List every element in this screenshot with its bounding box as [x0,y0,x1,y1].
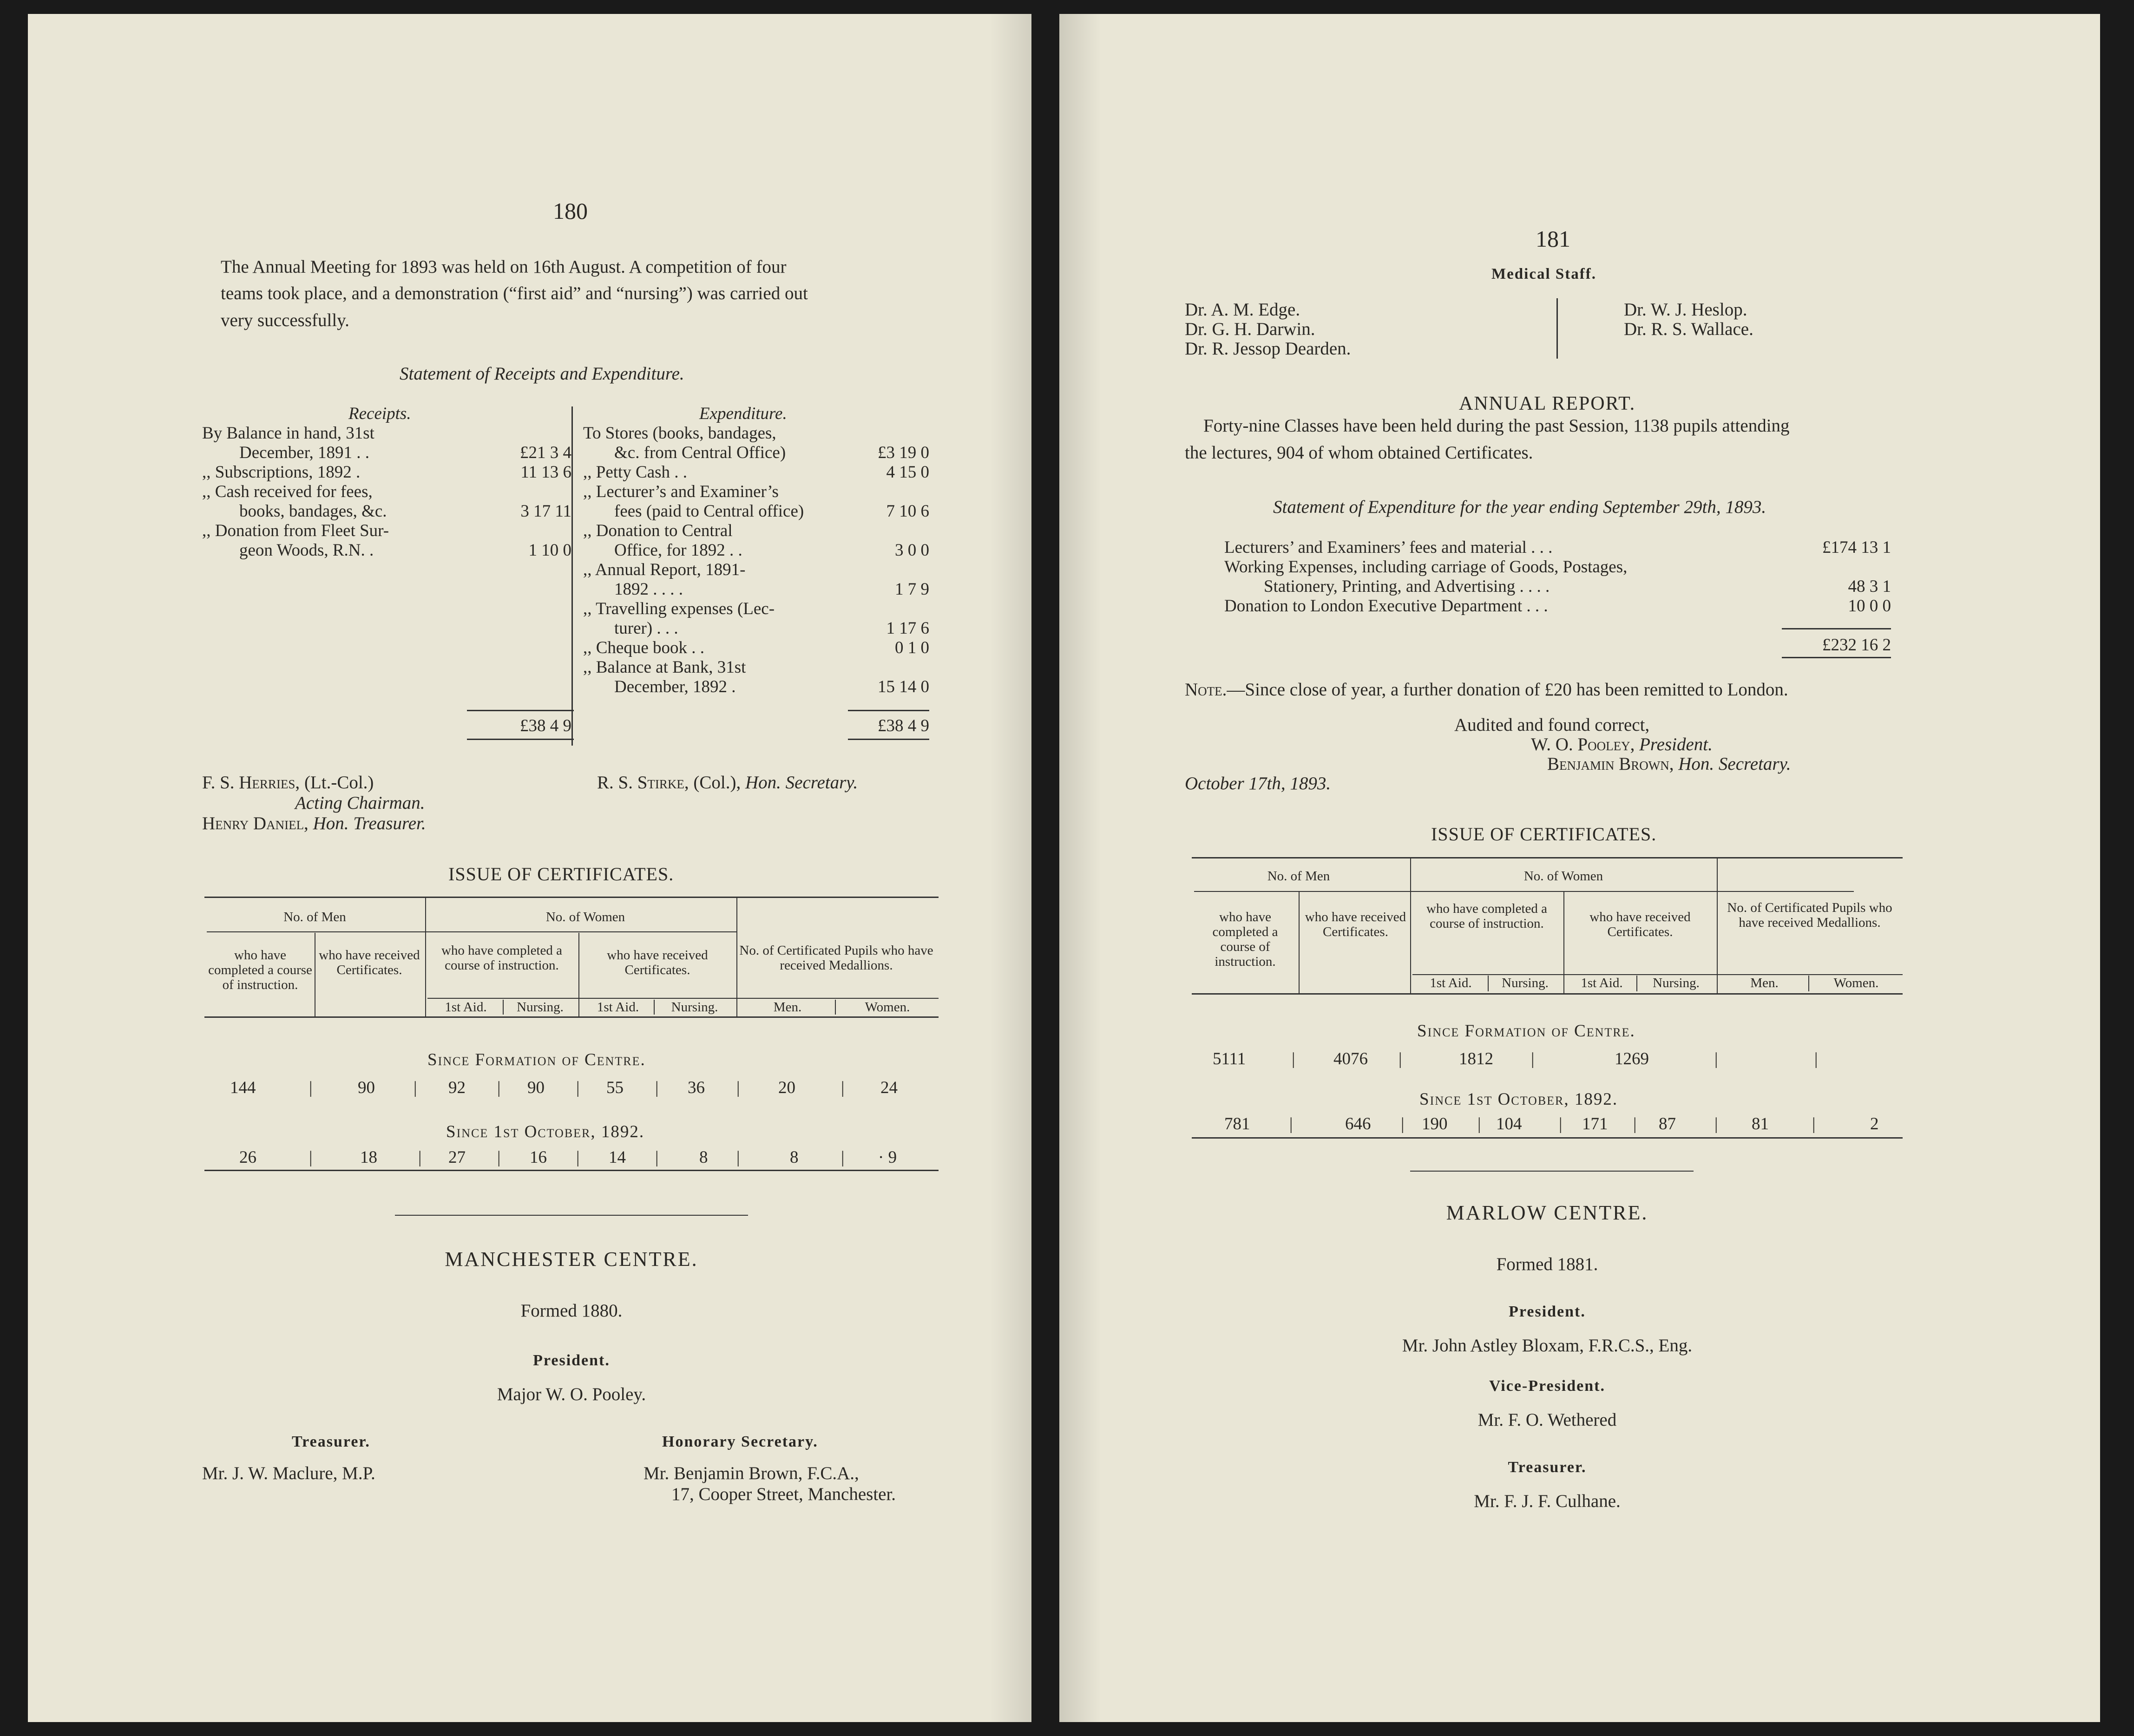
women-header: No. of Women [1523,869,1603,884]
table-bottom-rule [1192,1137,1903,1139]
intro-line: The Annual Meeting for 1893 was held on 16th August. A competition of four [221,257,787,277]
total-rule [848,739,929,740]
expenditure-amount: £174 13 1 [1822,538,1891,557]
expenditure-line: 1892 . . . . [614,580,683,599]
formed-date: Formed 1881. [1496,1254,1598,1274]
table-cell: 81 [1752,1114,1769,1133]
table-divider [736,898,737,1016]
staff-member: Dr. R. S. Wallace. [1624,319,1753,339]
table-divider [503,1000,504,1015]
cell-separator: | [309,1078,313,1097]
table-divider [1717,858,1718,993]
annual-report-line: the lectures, 904 of whom obtained Certificates. [1185,443,1533,463]
expenditure-line: &c. from Central Office) [614,443,786,462]
table-title: ISSUE OF CERTIFICATES. [448,864,674,884]
treasurer-label: Treasurer. [292,1433,370,1450]
cell-separator: | [576,1148,580,1167]
signatory-role: Hon. Secretary. [745,773,858,793]
total-rule [467,739,574,740]
women-completed-header: who have completed a course of instruction. [441,943,563,973]
receipt-amount: 3 17 11 [520,502,571,521]
cell-separator: | [1559,1114,1563,1133]
table-cell: 171 [1582,1114,1608,1133]
expenditure-amount: 3 0 0 [895,541,929,560]
receipt-amount: 11 13 6 [520,463,571,482]
table-divider [1563,892,1564,993]
vice-president-name: Mr. F. O. Wethered [1477,1410,1617,1430]
table-divider [654,1000,655,1015]
expenditure-line: turer) . . . [614,619,678,638]
cell-separator: | [1399,1049,1402,1068]
cell-separator: | [414,1078,417,1097]
women-received-header: who have received Certificates. [607,948,708,977]
table-rule [1192,993,1903,995]
since-october-label: Since 1st October, 1892. [1419,1090,1618,1109]
expenditure-line: fees (paid to Central office) [614,502,804,521]
table-divider [1488,976,1489,991]
expenditure-amount: 1 17 6 [886,619,929,638]
table-top-rule [204,897,939,898]
table-cell: 104 [1496,1114,1522,1133]
signatory-rank: (Col.), [693,773,741,793]
table-divider [1808,976,1809,991]
table-cell: 144 [230,1078,256,1097]
sub-men: Men. [773,1000,802,1015]
table-cell: 1812 [1459,1049,1493,1068]
receipts-heading: Receipts. [348,404,411,423]
intro-line: teams took place, and a demonstration (“first aid” and “nursing”) was carried out [221,283,808,303]
receipt-line: books, bandages, &c. [239,502,387,521]
staff-member: Dr. A. M. Edge. [1185,300,1300,320]
secretary-name: Mr. Benjamin Brown, F.C.A., [643,1463,859,1483]
page-number: 180 [553,198,588,224]
table-cell: 90 [527,1078,545,1097]
treasurer-name: Mr. F. J. F. Culhane. [1474,1491,1621,1511]
cell-separator: | [736,1078,740,1097]
expenditure-line: ,, Petty Cash . . [583,463,688,482]
expenditure-title: Statement of Expenditure for the year ending September 29th, 1893. [1273,497,1766,517]
note-text: —Since close of year, a further donation of £20 has been remitted to London. [1227,680,1788,700]
table-rule [1194,891,1854,892]
audited-line: Audited and found correct, [1454,715,1650,735]
table-cell: · 9 [878,1148,897,1167]
signatory-role: Acting Chairman. [295,793,425,813]
annual-report-title: ANNUAL REPORT. [1459,393,1636,414]
table-cell: 14 [609,1148,626,1167]
president-label: President. [533,1352,610,1369]
expenditure-line: ,, Lecturer’s and Examiner’s [583,482,779,501]
cell-separator: | [736,1148,740,1167]
table-cell: 646 [1345,1114,1371,1133]
table-cell: 20 [778,1078,795,1097]
centre-title: MARLOW CENTRE. [1446,1201,1648,1224]
expenditure-line: ,, Cheque book . . [583,638,705,657]
page-gutter-shadow [1059,14,1101,1722]
cell-separator: | [497,1078,501,1097]
sub-women: Women. [1833,976,1879,990]
signatory [1547,752,1791,776]
expenditure-line: ,, Annual Report, 1891- [583,560,746,579]
expenditure-line: Stationery, Printing, and Advertising . . . . [1264,577,1550,596]
total-rule [848,710,929,711]
table-cell: 92 [448,1078,466,1097]
table-cell: 4076 [1333,1049,1368,1068]
section-divider [395,1215,748,1216]
since-october-label: Since 1st October, 1892. [446,1122,645,1141]
since-formation-label: Since Formation of Centre. [427,1050,646,1069]
table-cell: 781 [1224,1114,1250,1133]
table-bottom-rule [204,1170,939,1171]
signatory-name: F. S. Herries, [202,773,300,793]
receipt-line: geon Woods, R.N. . [239,541,374,560]
cell-separator: | [841,1078,845,1097]
expenditure-line: December, 1892 . [614,677,736,696]
table-divider [1636,976,1637,991]
secretary-label: Honorary Secretary. [662,1433,818,1450]
cell-separator: | [1531,1049,1535,1068]
expenditure-line: Donation to London Executive Department . . . [1224,596,1548,616]
table-cell: 1269 [1615,1049,1649,1068]
president-name: Major W. O. Pooley. [497,1384,646,1404]
secretary-address: 17, Cooper Street, Manchester. [671,1484,896,1504]
receipts-total: £38 4 9 [520,716,571,735]
expenditure-amount: 10 0 0 [1848,596,1891,616]
table-cell: 36 [688,1078,705,1097]
men-received-header: who have received Certificates. [1305,910,1406,939]
signatory [202,811,426,836]
expenditure-line: To Stores (books, bandages, [583,424,776,443]
cell-separator: | [1714,1049,1718,1068]
signatory-rank: (Lt.-Col.) [304,773,374,793]
expenditure-amount: £3 19 0 [878,443,929,462]
receipt-line: By Balance in hand, 31st [202,424,374,443]
table-divider [578,933,579,1016]
women-received-header: who have received Certificates. [1589,910,1691,939]
total-rule [467,710,574,711]
receipt-line: ,, Cash received for fees, [202,482,373,501]
men-completed-header: who have completed a course of instruction. [1212,910,1278,969]
signatory-name: Benjamin Brown, [1547,754,1674,774]
table-title: ISSUE OF CERTIFICATES. [1431,824,1657,845]
table-cell: 8 [699,1148,708,1167]
sub-nursing: Nursing. [1653,976,1700,990]
cell-separator: | [1289,1114,1293,1133]
table-cell: 18 [360,1148,377,1167]
since-formation-label: Since Formation of Centre. [1417,1022,1635,1041]
table-cell: 90 [358,1078,375,1097]
expenditure-amount: 1 7 9 [895,580,929,599]
expenditure-line: Working Expenses, including carriage of Goods, Postages, [1224,557,1628,576]
signatory-role: Hon. Secretary. [1678,754,1791,774]
vice-president-label: Vice-President. [1489,1377,1605,1395]
sub-first-aid: 1st Aid. [1430,976,1472,990]
expenditure-line: ,, Donation to Central [583,521,733,540]
signatory-name: W. O. Pooley, [1531,734,1635,754]
table-cell: 190 [1422,1114,1448,1133]
expenditure-amount: 0 1 0 [895,638,929,657]
cell-separator: | [655,1148,659,1167]
receipt-amount: £21 3 4 [520,443,571,462]
receipt-amount: 1 10 0 [528,541,571,560]
cell-separator: | [1812,1114,1816,1133]
staff-divider [1556,298,1558,359]
medallions-header: No. of Certificated Pupils who have received Medallions. [1727,900,1892,930]
right-page [1059,14,2100,1722]
president-name: Mr. John Astley Bloxam, F.R.C.S., Eng. [1402,1336,1693,1356]
sub-nursing: Nursing. [517,1000,564,1015]
table-cell: 55 [606,1078,624,1097]
column-divider [571,406,573,746]
men-received-header: who have received Certificates. [319,948,420,977]
cell-separator: | [1401,1114,1405,1133]
expenditure-amount: 48 3 1 [1848,577,1891,596]
staff-member: Dr. R. Jessop Dearden. [1185,339,1351,359]
cell-separator: | [418,1148,422,1167]
expenditure-amount: 15 14 0 [878,677,929,696]
men-header: No. of Men [1267,869,1330,884]
intro-line: very successfully. [221,310,349,330]
table-cell: 24 [880,1078,898,1097]
sub-women: Women. [865,1000,910,1015]
table-cell: 2 [1870,1114,1879,1133]
expenditure-line: ,, Balance at Bank, 31st [583,658,746,677]
expenditure-line: ,, Travelling expenses (Lec- [583,599,775,618]
expenditure-amount: 7 10 6 [886,502,929,521]
table-divider [1410,858,1411,993]
date-line: October 17th, 1893. [1185,773,1331,793]
staff-member: Dr. W. J. Heslop. [1624,300,1747,320]
expenditure-line: Lecturers’ and Examiners’ fees and material . . . [1224,538,1553,557]
note [1185,677,1788,702]
cell-separator: | [1633,1114,1637,1133]
expenditure-heading: Expenditure. [699,404,787,423]
note-label: Note. [1185,680,1227,700]
staff-member: Dr. G. H. Darwin. [1185,319,1315,339]
annual-report-line: Forty-nine Classes have been held during the past Session, 1138 pupils attending [1203,416,1790,436]
table-rule [207,931,736,932]
expenditure-total: £38 4 9 [878,716,929,735]
receipt-line: ,, Subscriptions, 1892 . [202,463,361,482]
cell-separator: | [1814,1049,1818,1068]
table-rule [427,998,939,999]
table-cell: 5111 [1213,1049,1246,1068]
left-page [28,14,1031,1722]
table-cell: 87 [1659,1114,1676,1133]
total-rule [1782,628,1891,629]
sub-men: Men. [1750,976,1779,990]
sub-nursing: Nursing. [1502,976,1549,990]
table-divider [425,898,426,1016]
centre-title: MANCHESTER CENTRE. [445,1248,698,1271]
section-divider [1410,1171,1694,1172]
cell-separator: | [1714,1114,1718,1133]
table-divider [835,1000,836,1015]
signatory-name: R. S. Stirke, [597,773,689,793]
women-header: No. of Women [545,910,625,924]
formed-date: Formed 1880. [520,1301,623,1321]
receipt-line: ,, Donation from Fleet Sur- [202,521,389,540]
men-header: No. of Men [283,910,346,924]
total-rule [1782,657,1891,658]
table-divider [1299,892,1300,993]
table-cell: 16 [530,1148,547,1167]
table-cell: 8 [790,1148,799,1167]
receipt-line: December, 1891 . . [239,443,370,462]
signatory-name: Henry Daniel, [202,813,309,833]
page-gutter-shadow [990,14,1031,1722]
cell-separator: | [576,1078,580,1097]
cell-separator: | [1477,1114,1481,1133]
cell-separator: | [309,1148,313,1167]
expenditure-total: £232 16 2 [1822,635,1891,655]
sub-first-aid: 1st Aid. [1581,976,1623,990]
women-completed-header: who have completed a course of instruction. [1426,901,1548,931]
signatory-role: Hon. Treasurer. [313,813,426,833]
table-rule [204,1016,939,1018]
sub-first-aid: 1st Aid. [445,1000,487,1015]
expenditure-line: Office, for 1892 . . [614,541,742,560]
expenditure-amount: 4 15 0 [886,463,929,482]
page-number: 181 [1536,226,1570,252]
sub-nursing: Nursing. [671,1000,718,1015]
table-cell: 27 [448,1148,466,1167]
medical-staff-label: Medical Staff. [1491,266,1596,282]
cell-separator: | [1292,1049,1295,1068]
president-label: President. [1509,1303,1586,1320]
medallions-header: No. of Certificated Pupils who have received Medallions. [739,943,933,973]
cell-separator: | [497,1148,501,1167]
statement-title: Statement of Receipts and Expenditure. [400,364,684,384]
cell-separator: | [655,1078,659,1097]
signatory-role: President. [1639,734,1713,754]
table-cell: 26 [239,1148,256,1167]
sub-first-aid: 1st Aid. [597,1000,639,1015]
men-completed-header: who have completed a course of instruction. [208,948,312,992]
table-top-rule [1192,857,1903,858]
cell-separator: | [841,1148,845,1167]
table-rule [1412,974,1903,975]
signatory [597,770,858,795]
treasurer-name: Mr. J. W. Maclure, M.P. [202,1463,375,1483]
treasurer-label: Treasurer. [1508,1459,1587,1476]
